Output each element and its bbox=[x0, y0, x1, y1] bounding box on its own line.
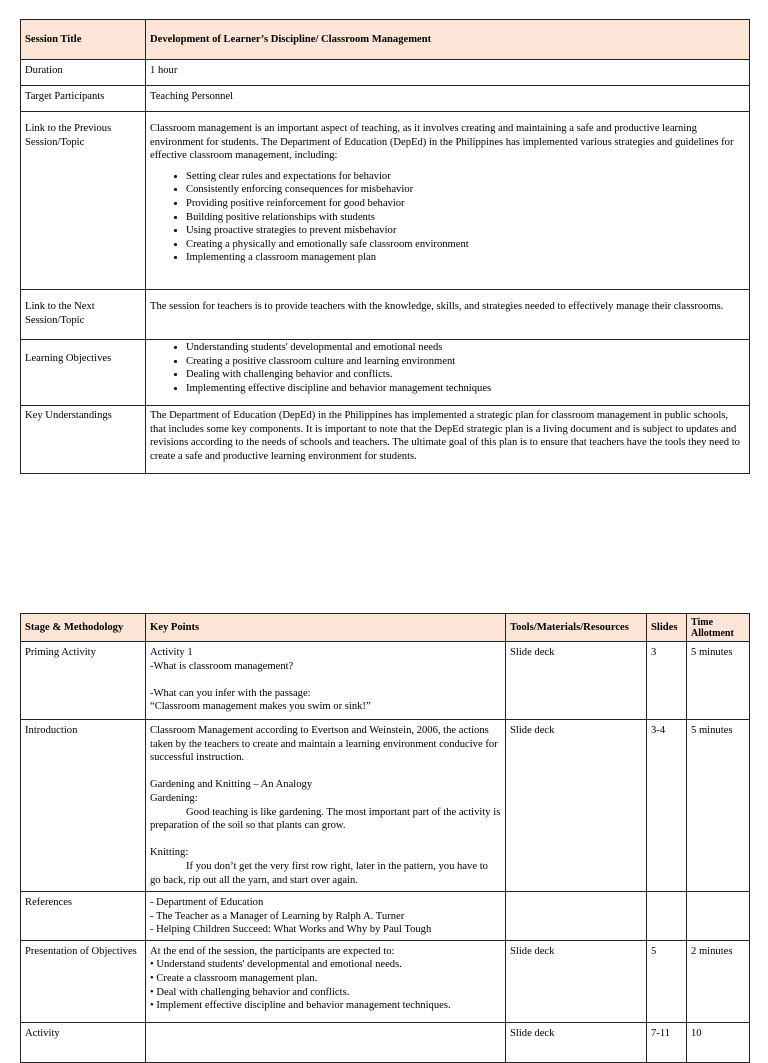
activity-slides: 7-11 bbox=[647, 1022, 687, 1062]
introduction-key-points bbox=[146, 720, 506, 892]
introduction-stage: Introduction bbox=[21, 720, 146, 892]
priming-line: -What is classroom management? bbox=[150, 660, 294, 672]
priming-key-points bbox=[146, 642, 506, 720]
previous-session-label: Link to the Previous Session/Topic bbox=[21, 112, 146, 290]
presentation-time: 2 minutes bbox=[687, 940, 750, 1022]
knitting-label: Knitting: bbox=[150, 847, 189, 859]
priming-time: 5 minutes bbox=[687, 642, 750, 720]
priming-line: -What can you infer with the passage: bbox=[150, 687, 311, 699]
lesson-plan-header-row bbox=[21, 614, 750, 642]
previous-session-row bbox=[21, 112, 750, 290]
introduction-slides: 3-4 bbox=[647, 720, 687, 892]
key-understandings-label: Key Understandings bbox=[21, 406, 146, 474]
list-item: • Setting clear rules and expectations for behavior bbox=[186, 170, 745, 184]
reference-item: - The Teacher as a Manager of Learning by Ralph A. Turner bbox=[150, 910, 405, 922]
priming-tools: Slide deck bbox=[506, 642, 647, 720]
next-session-value: The session for teachers is to provide teachers with the knowledge, skills, and strategies needed to effectively manage their classrooms. bbox=[146, 290, 750, 340]
introduction-time: 5 minutes bbox=[687, 720, 750, 892]
references-stage: References bbox=[21, 892, 146, 941]
table-row bbox=[21, 892, 750, 941]
priming-line: “Classroom management makes you swim or sink!” bbox=[150, 701, 371, 713]
priming-stage: Priming Activity bbox=[21, 642, 146, 720]
list-item: • Using proactive strategies to prevent misbehavior bbox=[186, 224, 745, 238]
stage-header: Stage & Methodology bbox=[21, 614, 146, 642]
key-points-header: Key Points bbox=[146, 614, 506, 642]
list-item: • Implementing effective discipline and behavior management techniques bbox=[186, 382, 745, 396]
analogy-title: Gardening and Knitting – An Analogy bbox=[150, 779, 313, 791]
session-title-row bbox=[21, 20, 750, 60]
target-participants-label: Target Participants bbox=[21, 86, 146, 112]
presentation-item: • Understand students' developmental and emotional needs. bbox=[150, 959, 402, 971]
list-item: • Providing positive reinforcement for good behavior bbox=[186, 197, 745, 211]
target-participants-value: Teaching Personnel bbox=[146, 86, 750, 112]
learning-objectives-list bbox=[150, 341, 745, 395]
next-session-label: Link to the Next Session/Topic bbox=[21, 290, 146, 340]
list-item: • Consistently enforcing consequences for misbehavior bbox=[186, 183, 745, 197]
presentation-key-points bbox=[146, 940, 506, 1022]
list-item: • Creating a positive classroom culture and learning environment bbox=[186, 355, 745, 369]
next-session-row bbox=[21, 290, 750, 340]
presentation-slides: 5 bbox=[647, 940, 687, 1022]
key-understandings-value: The Department of Education (DepEd) in the Philippines has implemented a strategic plan for classroom management in public schools, that includes some key components. It is important to note that the DepEd strategic plan is a living document and is subject to updates and revisions according to the needs of schools and teachers. The ultimate goal of this plan is to ensure that teachers have the tools they need to create a safe and productive learning environment for students. bbox=[146, 406, 750, 474]
learning-objectives-label: Learning Objectives bbox=[21, 340, 146, 406]
previous-session-intro: Classroom management is an important aspect of teaching, as it involves creating and maintaining a safe and productive learning environment for students. The Department of Education (DepEd) in the Philippines has implemented various strategies and guidelines for effective classroom management, including: bbox=[150, 123, 734, 162]
session-title-label: Session Title bbox=[21, 20, 146, 60]
list-item: • Building positive relationships with students bbox=[186, 211, 745, 225]
previous-session-list bbox=[150, 170, 745, 265]
learning-objectives-row bbox=[21, 340, 750, 406]
key-understandings-row bbox=[21, 406, 750, 474]
introduction-paragraph: Classroom Management according to Evertson and Weinstein, 2006, the actions taken by the teachers to create and maintain a learning environment conducive for successful instruction. bbox=[150, 725, 498, 764]
table-row bbox=[21, 642, 750, 720]
table-row bbox=[21, 940, 750, 1022]
list-item: • Understanding students' developmental and emotional needs bbox=[186, 341, 745, 355]
target-participants-row bbox=[21, 86, 750, 112]
reference-item: - Department of Education bbox=[150, 897, 264, 908]
presentation-item: • Create a classroom management plan. bbox=[150, 972, 318, 984]
presentation-intro: At the end of the session, the participants are expected to: bbox=[150, 945, 395, 957]
table-row bbox=[21, 1022, 750, 1062]
duration-label: Duration bbox=[21, 60, 146, 86]
list-item: • Dealing with challenging behavior and conflicts. bbox=[186, 368, 745, 382]
priming-line: Activity 1 bbox=[150, 647, 193, 658]
knitting-text: If you don’t get the very first row right, later in the pattern, you have to go back, rip out all the yarn, and start over again. bbox=[150, 860, 488, 886]
slides-header: Slides bbox=[647, 614, 687, 642]
presentation-stage: Presentation of Objectives bbox=[21, 940, 146, 1022]
list-item: • Creating a physically and emotionally safe classroom environment bbox=[186, 238, 745, 252]
gardening-text: Good teaching is like gardening. The most important part of the activity is preparation of the soil so that plants can grow. bbox=[150, 806, 501, 832]
tools-header: Tools/Materials/Resources bbox=[506, 614, 647, 642]
previous-session-content bbox=[146, 112, 750, 290]
time-header: Time Allotment bbox=[687, 614, 750, 642]
presentation-item: • Implement effective discipline and behavior management techniques. bbox=[150, 1000, 451, 1012]
references-list bbox=[146, 892, 506, 941]
presentation-item: • Deal with challenging behavior and conflicts. bbox=[150, 986, 350, 998]
activity-stage: Activity bbox=[21, 1022, 146, 1062]
activity-time: 10 bbox=[687, 1022, 750, 1062]
duration-value: 1 hour bbox=[146, 60, 750, 86]
learning-objectives-content bbox=[146, 340, 750, 406]
activity-tools: Slide deck bbox=[506, 1022, 647, 1062]
lesson-plan-table bbox=[20, 613, 750, 1063]
session-info-table bbox=[20, 19, 750, 474]
reference-item: - Helping Children Succeed: What Works and Why by Paul Tough bbox=[150, 924, 432, 936]
presentation-tools: Slide deck bbox=[506, 940, 647, 1022]
session-title-value: Development of Learner’s Discipline/ Classroom Management bbox=[146, 20, 750, 60]
table-row bbox=[21, 720, 750, 892]
duration-row bbox=[21, 60, 750, 86]
priming-slides: 3 bbox=[647, 642, 687, 720]
list-item: • Implementing a classroom management plan bbox=[186, 251, 745, 265]
gardening-label: Gardening: bbox=[150, 792, 198, 804]
introduction-tools: Slide deck bbox=[506, 720, 647, 892]
